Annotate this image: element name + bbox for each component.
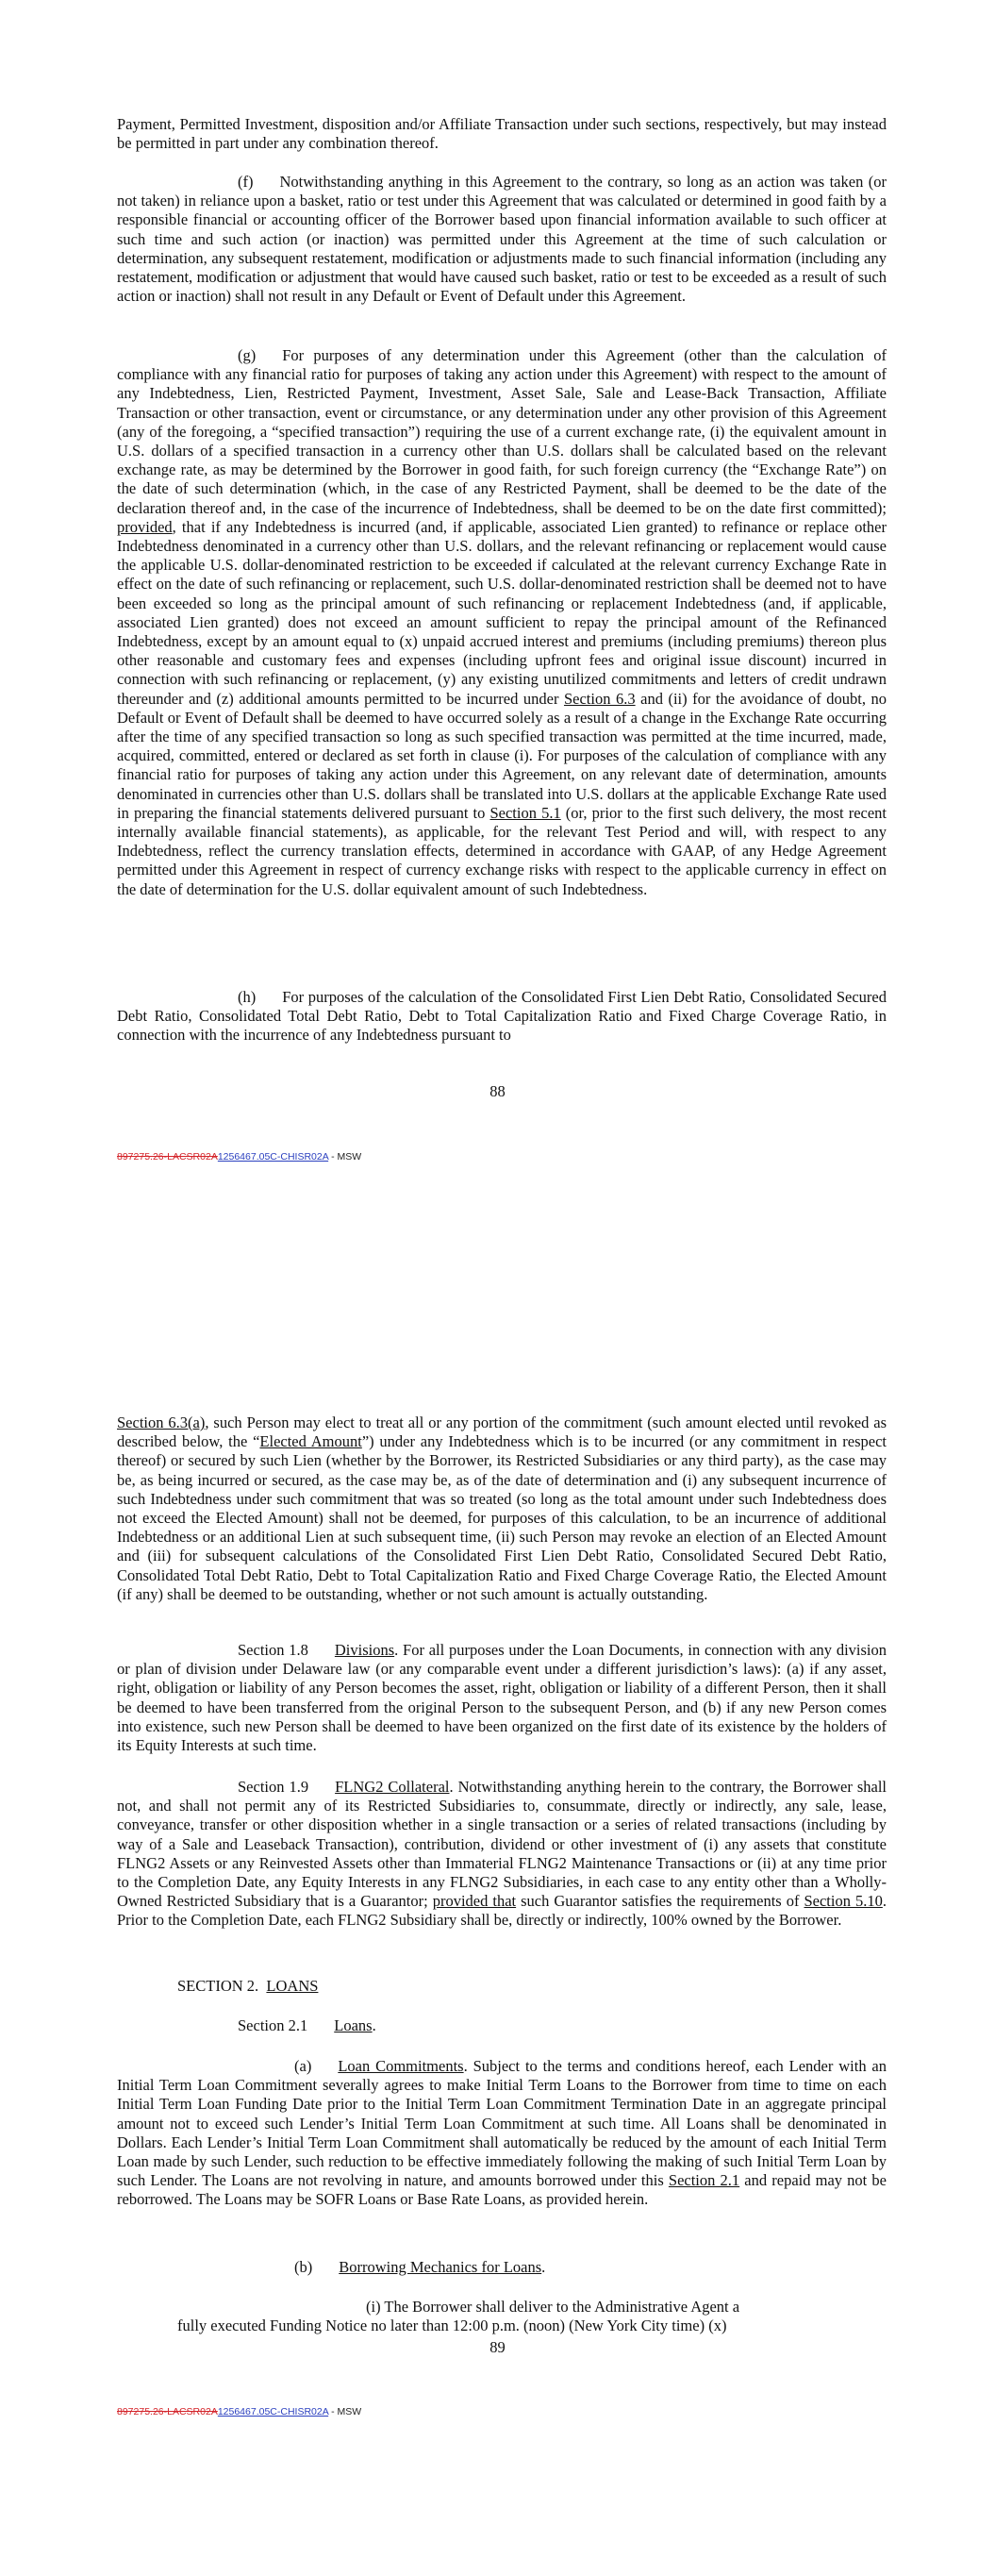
- provided-that-term: provided that: [432, 1892, 517, 1911]
- paragraph-continuation: Section 6.3(a), such Person may elect to treat all or any portion of the commitment (such amount elected until revoked as described below, the “Elected Amount”) under any Indebtedness which is to be incurred (or any commitment in respect thereof) or secured by such Lien (whether by the Borrower, its Restricted Subsidiaries or any third party), as the case may be, as being incurred or secured, as the case may be, as of the date of determination and (i) any subsequent incurrence of such Indebtedness under such commitment that was so treated (so long as the total amount under such Indebtedness does not exceed the Elected Amount) shall not be deemed, for purposes of this calculation, to be an incurrence of additional Indebtedness or an additional Lien at such subsequent time, (ii) such Person may revoke an election of an Elected Amount and (iii) for subsequent calculations of the Consolidated First Lien Debt Ratio, Consolidated Secured Debt Ratio, Consolidated Total Debt Ratio, Debt to Total Capitalization Ratio and Fixed Charge Coverage Ratio, the Elected Amount (if any) shall be deemed to be outstanding, whether or not such amount is actually outstanding.: [117, 1413, 887, 1603]
- section-6-3-reference: Section 6.3: [563, 689, 636, 708]
- clause-label-f: (f): [238, 173, 254, 191]
- section-1-9: Section 1.9 FLNG2 Collateral. Notwithstanding anything herein to the contrary, the Borrower shall not, and shall not permit any of its Restricted Subsidiaries to, consummate, directly or indirectly, any sale, lease, conveyance, transfer or other disposition whether in a single transaction or a series of related transactions (including by way of a Sale and Leaseback Transaction), contribution, dividend or other investment of (i) any assets that constitute FLNG2 Assets or any Reinvested Assets other than Immaterial FLNG2 Maintenance Transactions or (ii) at any time prior to the Completion Date, any Equity Interests in any FLNG2 Subsidiaries, in each case to any entity other than a Wholly-Owned Restricted Subsidiary that is a Guarantor; provided that such Guarantor satisfies the requirements of Section 5.10. Prior to the Completion Date, each FLNG2 Subsidiary shall be, directly or indirectly, 100% owned by the Borrower.: [117, 1778, 887, 1930]
- page-88: [0, 0, 995, 1255]
- paragraph-h: (h) For purposes of the calculation of the Consolidated First Lien Debt Ratio, Consolidated Secured Debt Ratio, Consolidated Total Debt Ratio, Debt to Total Capitalization Ratio and Fixed Charge Coverage Ratio, in connection with the incurrence of any Indebtedness pursuant to: [117, 988, 887, 1045]
- document-footer: 897275.26-LACSR02A1256467.05C-CHISR02A - MSW: [117, 2406, 362, 2417]
- section-5-10-reference: Section 5.10: [804, 1892, 883, 1911]
- clause-label-a: (a): [294, 2057, 312, 2075]
- page-number: 88: [489, 1082, 506, 1100]
- section-1-8-title: Divisions: [334, 1641, 395, 1659]
- provided-term: provided: [117, 517, 173, 536]
- section-1-9-title: FLNG2 Collateral: [335, 1778, 450, 1796]
- clause-label-g: (g): [238, 346, 257, 364]
- paragraph-b-i-line1: (i) The Borrower shall deliver to the Administrative Agent a: [366, 2298, 740, 2316]
- paragraph-b-heading: (b) Borrowing Mechanics for Loans.: [294, 2258, 546, 2276]
- paragraph-f: (f) Notwithstanding anything in this Agreement to the contrary, so long as an action was taken (or not taken) in reliance upon a basket, ratio or test under this Agreement that was calculated or determined in good faith by a responsible financial or accounting officer of the Borrower based upon financial information available to such officer at such time and such action (or inaction) was permitted under this Agreement at the time of such calculation or determination, any subsequent restatement, modification or adjustments made to such financial information (including any restatement, modification or adjustment that would have caused such basket, ratio or test to be exceeded as a result of such action or inaction) shall not result in any Default or Event of Default under this Agreement.: [117, 173, 887, 306]
- section-6-3a-reference: Section 6.3(a): [117, 1413, 206, 1431]
- paragraph-b-i-line2: fully executed Funding Notice no later than 12:00 p.m. (noon) (New York City time) (x): [177, 2317, 727, 2334]
- document-footer: 897275.26-LACSR02A1256467.05C-CHISR02A - MSW: [117, 1151, 362, 1163]
- clause-label-h: (h): [238, 988, 257, 1006]
- footer-deleted-id: 897275.26-LACSR02A: [117, 2406, 218, 2417]
- section-1-8: Section 1.8 Divisions. For all purposes under the Loan Documents, in connection with any division or plan of division under Delaware law (or any comparable event under a different jurisdiction’s laws): (a) if any asset, right, obligation or liability of any Person becomes the asset, right, obligation or liability of a different Person, then it shall be deemed to have been transferred from the original Person to the subsequent Person, and (b) if any new Person comes into existence, such new Person shall be deemed to have been organized on the first date of its existence by the holders of its Equity Interests at such time.: [117, 1641, 887, 1755]
- section-2-1-heading: Section 2.1 Loans.: [238, 2016, 376, 2034]
- footer-deleted-id: 897275.26-LACSR02A: [117, 1151, 218, 1163]
- section-2-1-reference: Section 2.1: [668, 2171, 740, 2190]
- section-1-9-label: Section 1.9: [238, 1778, 309, 1796]
- paragraph-a-loan-commitments: (a) Loan Commitments. Subject to the terms and conditions hereof, each Lender with an Initial Term Loan Commitment severally agrees to make Initial Term Loans to the Borrower from time to time on each Initial Term Loan Funding Date prior to the Initial Term Loan Commitment Termination Date in an aggregate principal amount not to exceed such Lender’s Initial Term Loan Commitment at such time. All Loans shall be denominated in Dollars. Each Lender’s Initial Term Loan Commitment shall automatically be reduced by the amount of each Initial Term Loan made by such Lender, such reduction to be effective immediately following the making of such Initial Term Loan by such Lender. The Loans are not revolving in nature, and amounts borrowed under this Section 2.1 and repaid may not be reborrowed. The Loans may be SOFR Loans or Base Rate Loans, as provided herein.: [117, 2057, 887, 2209]
- paragraph-g: (g) For purposes of any determination under this Agreement (other than the calculation of compliance with any financial ratio for purposes of taking any action under this Agreement) with respect to the amount of any Indebtedness, Lien, Restricted Payment, Investment, Asset Sale, Sale and Lease-Back Transaction, Affiliate Transaction or other transaction, event or circumstance, or any determination under any other provision of this Agreement (any of the foregoing, a “specified transaction”) requiring the use of a current exchange rate, (i) the equivalent amount in U.S. dollars of a specified transaction in a currency other than U.S. dollars shall be calculated based on the relevant exchange rate, as may be determined by the Borrower in good faith, for such foreign currency (the “Exchange Rate”) on the date of such determination (which, in the case of any Restricted Payment, shall be deemed to be the date of the declaration thereof and, in the case of the incurrence of Indebtedness, shall be deemed to be on the date first committed); provided, that if any Indebtedness is incurred (and, if applicable, associated Lien granted) to refinance or replace other Indebtedness denominated in a currency other than U.S. dollars, and the relevant refinancing or replacement would cause the applicable U.S. dollar-denominated restriction to be exceeded if calculated at the relevant currency Exchange Rate in effect on the date of such refinancing or replacement, such U.S. dollar-denominated restriction shall be deemed not to have been exceeded so long as the principal amount of such refinancing or replacement Indebtedness (and, if applicable, associated Lien granted) does not exceed an amount sufficient to repay the principal amount of the Refinanced Indebtedness, except by an amount equal to (x) unpaid accrued interest and premiums (including premiums) thereon plus other reasonable and customary fees and expenses (including upfront fees and original issue discount) incurred in connection with such refinancing or replacement, (y) any existing unutilized commitments and letters of credit undrawn thereunder and (z) additional amounts permitted to be incurred under Section 6.3 and (ii) for the avoidance of doubt, no Default or Event of Default shall be deemed to have occurred solely as a result of a change in the Exchange Rate occurring after the time of any specified transaction so long as such specified transaction was permitted at the time incurred, made, acquired, committed, entered or declared as set forth in clause (i). For purposes of the calculation of compliance with any financial ratio for purposes of taking any action under this Agreement, on any relevant date of determination, amounts denominated in currencies other than U.S. dollars shall be translated into U.S. dollars at the applicable Exchange Rate used in preparing the financial statements delivered pursuant to Section 5.1 (or, prior to the first such delivery, the most recent internally available financial statements), as applicable, for the relevant Test Period and will, with respect to any Indebtedness, reflect the currency translation effects, determined in accordance with GAAP, of any Hedge Agreement permitted under this Agreement in respect of currency exchange risks with respect to the applicable currency in effect on the date of determination for the U.S. dollar equivalent amount of such Indebtedness.: [117, 346, 887, 898]
- borrowing-mechanics-title: Borrowing Mechanics for Loans: [339, 2258, 542, 2276]
- page-number: 89: [489, 2338, 506, 2356]
- footer-inserted-id: 1256467.05C-CHISR02A: [217, 1151, 329, 1163]
- paragraph-intro-continuation: Payment, Permitted Investment, disposition and/or Affiliate Transaction under such sections, respectively, but may instead be permitted in part under any combination thereof.: [117, 115, 887, 153]
- elected-amount-term: Elected Amount: [259, 1432, 362, 1451]
- section-2-1-title: Loans: [334, 2016, 373, 2034]
- clause-label-b: (b): [294, 2258, 313, 2276]
- loan-commitments-title: Loan Commitments: [338, 2057, 464, 2075]
- section-1-8-label: Section 1.8: [238, 1641, 308, 1659]
- section-2-heading: SECTION 2. LOANS: [177, 1977, 319, 1995]
- footer-inserted-id: 1256467.05C-CHISR02A: [217, 2406, 329, 2417]
- section-5-1-reference: Section 5.1: [489, 803, 561, 822]
- page-89: [0, 1255, 995, 2576]
- section-2-title: LOANS: [266, 1977, 319, 1995]
